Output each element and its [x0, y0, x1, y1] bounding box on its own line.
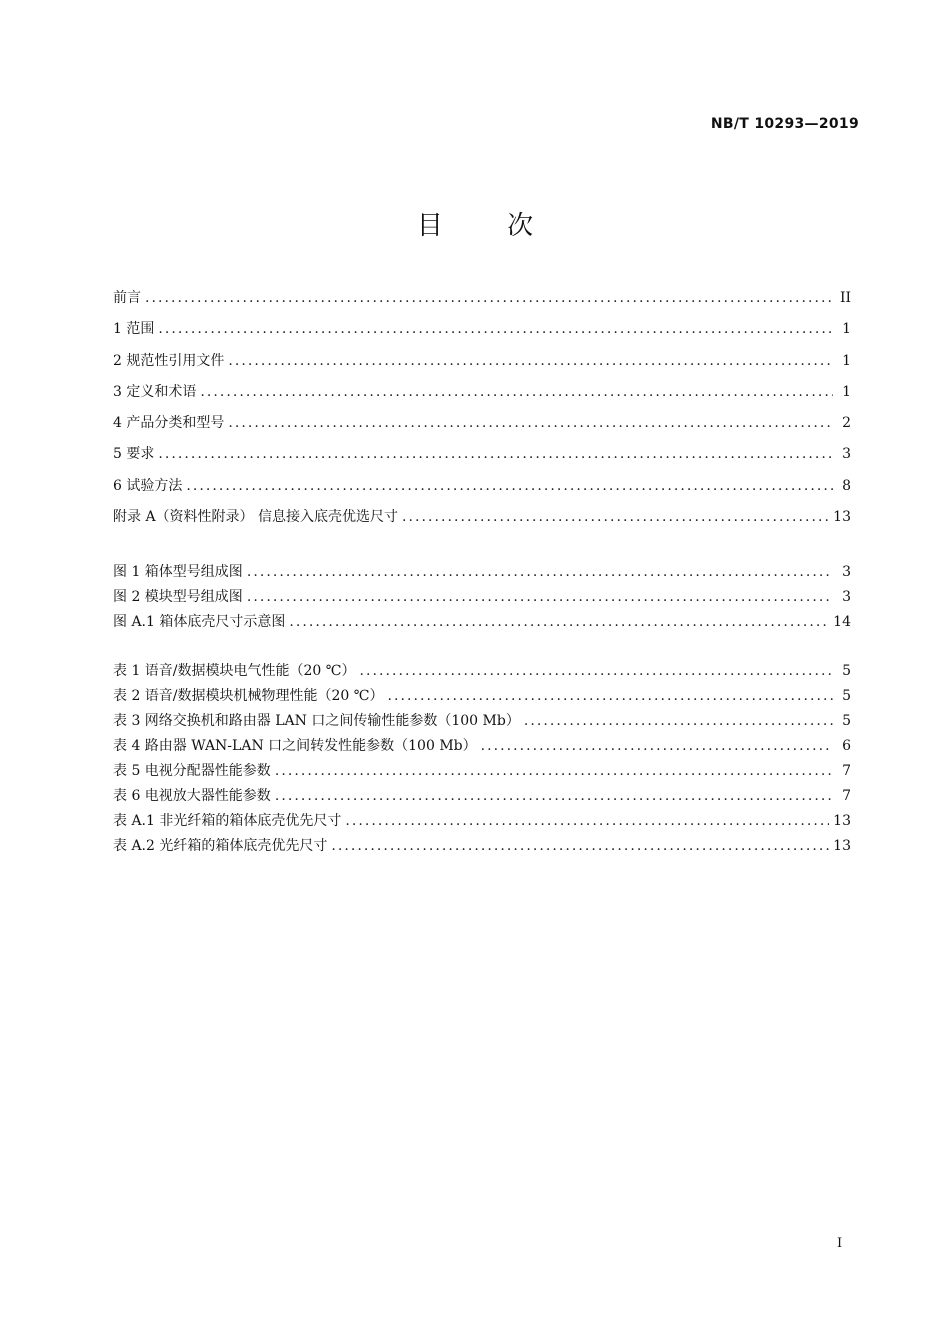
toc-entry-label: 图 2 模块型号组成图 [113, 589, 243, 605]
toc-entry-page: 6 [842, 738, 851, 754]
toc-main-section [113, 288, 851, 538]
toc-entry[interactable] [113, 444, 851, 475]
toc-entry[interactable] [113, 762, 851, 787]
toc-entry-page: 3 [842, 564, 851, 580]
toc-leader-dots [345, 812, 829, 830]
toc-entry-page: 2 [842, 415, 851, 432]
toc-entry-page: 3 [842, 589, 851, 605]
toc-leader-dots [158, 444, 833, 464]
toc-entry-label: 3 定义和术语 [113, 383, 197, 400]
toc-leader-dots [247, 588, 833, 606]
toc-entry-label: 附录 A（资料性附录） 信息接入底壳优选尺寸 [113, 509, 399, 526]
toc-entry-page: 1 [842, 352, 851, 369]
toc-leader-dots [524, 712, 833, 730]
toc-entry-page: 7 [842, 763, 851, 779]
toc-entry-page: 3 [842, 446, 851, 463]
toc-entry-label: 表 1 语音/数据模块电气性能（20 ℃） [113, 663, 356, 679]
toc-entry-label: 2 规范性引用文件 [113, 352, 225, 369]
toc-tables-section [113, 662, 851, 862]
toc-entry-page: 13 [833, 509, 851, 526]
page-title: 目 次 [416, 211, 562, 241]
toc-leader-dots [289, 613, 829, 631]
toc-entry-label: 1 范围 [113, 321, 155, 338]
toc-entry-label: 表 3 网络交换机和路由器 LAN 口之间传输性能参数（100 Mb） [113, 713, 520, 729]
toc-leader-dots [228, 413, 833, 433]
toc-entry[interactable] [113, 507, 851, 538]
toc-entry-label: 表 6 电视放大器性能参数 [113, 788, 271, 804]
toc-entry-page: 5 [842, 688, 851, 704]
toc-entry-page: 1 [842, 383, 851, 400]
toc-entry[interactable] [113, 662, 851, 687]
toc-entry-page: 5 [842, 663, 851, 679]
toc-leader-dots [247, 563, 833, 581]
toc-leader-dots [186, 476, 833, 496]
toc-figures-section [113, 563, 851, 638]
toc-entry-label: 5 要求 [113, 446, 155, 463]
toc-leader-dots [275, 787, 833, 805]
toc-entry-page: 13 [833, 813, 851, 829]
toc-entry[interactable] [113, 563, 851, 588]
toc-entry-page: 1 [842, 321, 851, 338]
toc-entry-label: 图 1 箱体型号组成图 [113, 564, 243, 580]
document-code: NB/T 10293—2019 [710, 116, 859, 132]
toc-entry[interactable] [113, 737, 851, 762]
toc-entry-label: 4 产品分类和型号 [113, 415, 225, 432]
toc-entry[interactable] [113, 787, 851, 812]
toc-entry-page: 14 [833, 614, 851, 630]
toc-entry[interactable] [113, 613, 851, 638]
toc-entry-page: 13 [833, 838, 851, 854]
toc-leader-dots [402, 507, 829, 527]
toc-entry-page: 7 [842, 788, 851, 804]
toc-entry[interactable] [113, 319, 851, 350]
toc-leader-dots [387, 687, 833, 705]
toc-entry-label: 表 4 路由器 WAN-LAN 口之间转发性能参数（100 Mb） [113, 738, 477, 754]
toc-entry[interactable] [113, 588, 851, 613]
toc-leader-dots [359, 662, 833, 680]
toc-entry-page: II [839, 290, 851, 306]
toc-entry-label: 表 2 语音/数据模块机械物理性能（20 ℃） [113, 688, 384, 704]
toc-entry-label: 前言 [113, 290, 141, 306]
toc-entry-page: 8 [842, 477, 851, 494]
toc-leader-dots [331, 837, 829, 855]
toc-entry[interactable] [113, 413, 851, 444]
page-number: I [837, 1236, 843, 1251]
toc-entry-label: 图 A.1 箱体底壳尺寸示意图 [113, 614, 286, 630]
toc-entry-page: 5 [842, 713, 851, 729]
toc-leader-dots [228, 351, 833, 371]
toc-entry[interactable] [113, 382, 851, 413]
toc-entry[interactable] [113, 687, 851, 712]
toc-leader-dots [145, 288, 833, 308]
toc-leader-dots [158, 319, 833, 339]
toc-entry-label: 表 A.2 光纤箱的箱体底壳优先尺寸 [113, 838, 328, 854]
toc-entry[interactable] [113, 812, 851, 837]
toc-entry-label: 表 5 电视分配器性能参数 [113, 763, 271, 779]
toc-entry[interactable] [113, 712, 851, 737]
toc-entry-label: 表 A.1 非光纤箱的箱体底壳优先尺寸 [113, 813, 342, 829]
toc-leader-dots [200, 382, 833, 402]
toc-entry[interactable] [113, 837, 851, 862]
toc-entry[interactable] [113, 476, 851, 507]
toc-entry[interactable] [113, 288, 851, 319]
toc-leader-dots [275, 762, 833, 780]
toc-entry-label: 6 试验方法 [113, 477, 183, 494]
toc-leader-dots [481, 737, 833, 755]
toc-entry[interactable] [113, 351, 851, 382]
